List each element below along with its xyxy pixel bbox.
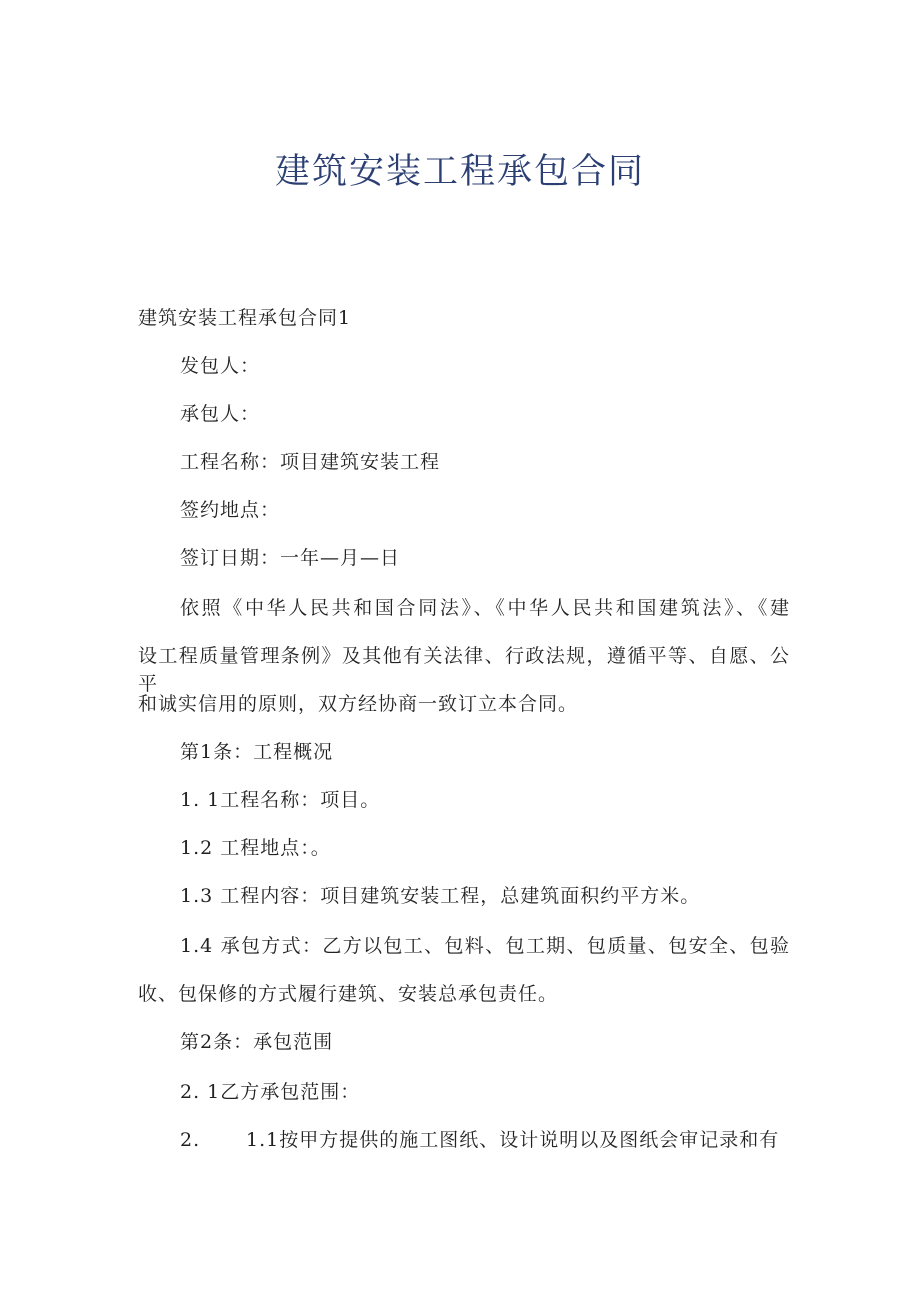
signing-place-field: 签约地点： bbox=[180, 499, 281, 521]
contractor-field: 承包人： bbox=[180, 403, 261, 425]
document-title: 建筑安装工程承包合同 bbox=[274, 152, 645, 192]
project-name-field: 工程名称：项目建筑安装工程 bbox=[180, 451, 441, 473]
preamble-line-3: 和诚实信用的原则，双方经协商一致订立本合同。 bbox=[138, 693, 579, 715]
preamble-line-1: 依照《中华人民共和国合同法》、《中华人民共和国建筑法》、《建 bbox=[180, 597, 790, 619]
clause-1-4-line-1: 1.4 承包方式：乙方以包工、包料、包工期、包质量、包安全、包验 bbox=[180, 935, 790, 957]
preamble-line-2: 设工程质量管理条例》及其他有关法律、行政法规，遵循平等、自愿、公平 bbox=[138, 645, 790, 695]
clause-1-1: 1. 1工程名称：项目。 bbox=[180, 789, 381, 811]
clause-2-1-1-number: 2. bbox=[180, 1129, 201, 1151]
article-2-heading: 第2条：承包范围 bbox=[180, 1031, 334, 1053]
clause-1-3: 1.3 工程内容：项目建筑安装工程，总建筑面积约平方米。 bbox=[180, 885, 701, 907]
employer-field: 发包人： bbox=[180, 355, 261, 377]
clause-1-4-line-2: 收、包保修的方式履行建筑、安装总承包责任。 bbox=[138, 983, 559, 1005]
article-1-heading: 第1条：工程概况 bbox=[180, 741, 334, 763]
clause-1-2: 1.2 工程地点：。 bbox=[180, 837, 331, 859]
clause-2-1-1-text: 1.1按甲方提供的施工图纸、设计说明以及图纸会审记录和有 bbox=[246, 1129, 780, 1151]
signing-date-field: 签订日期：一年—月—日 bbox=[180, 547, 401, 569]
section-heading: 建筑安装工程承包合同1 bbox=[138, 307, 352, 329]
clause-2-1: 2. 1乙方承包范围： bbox=[180, 1081, 361, 1103]
